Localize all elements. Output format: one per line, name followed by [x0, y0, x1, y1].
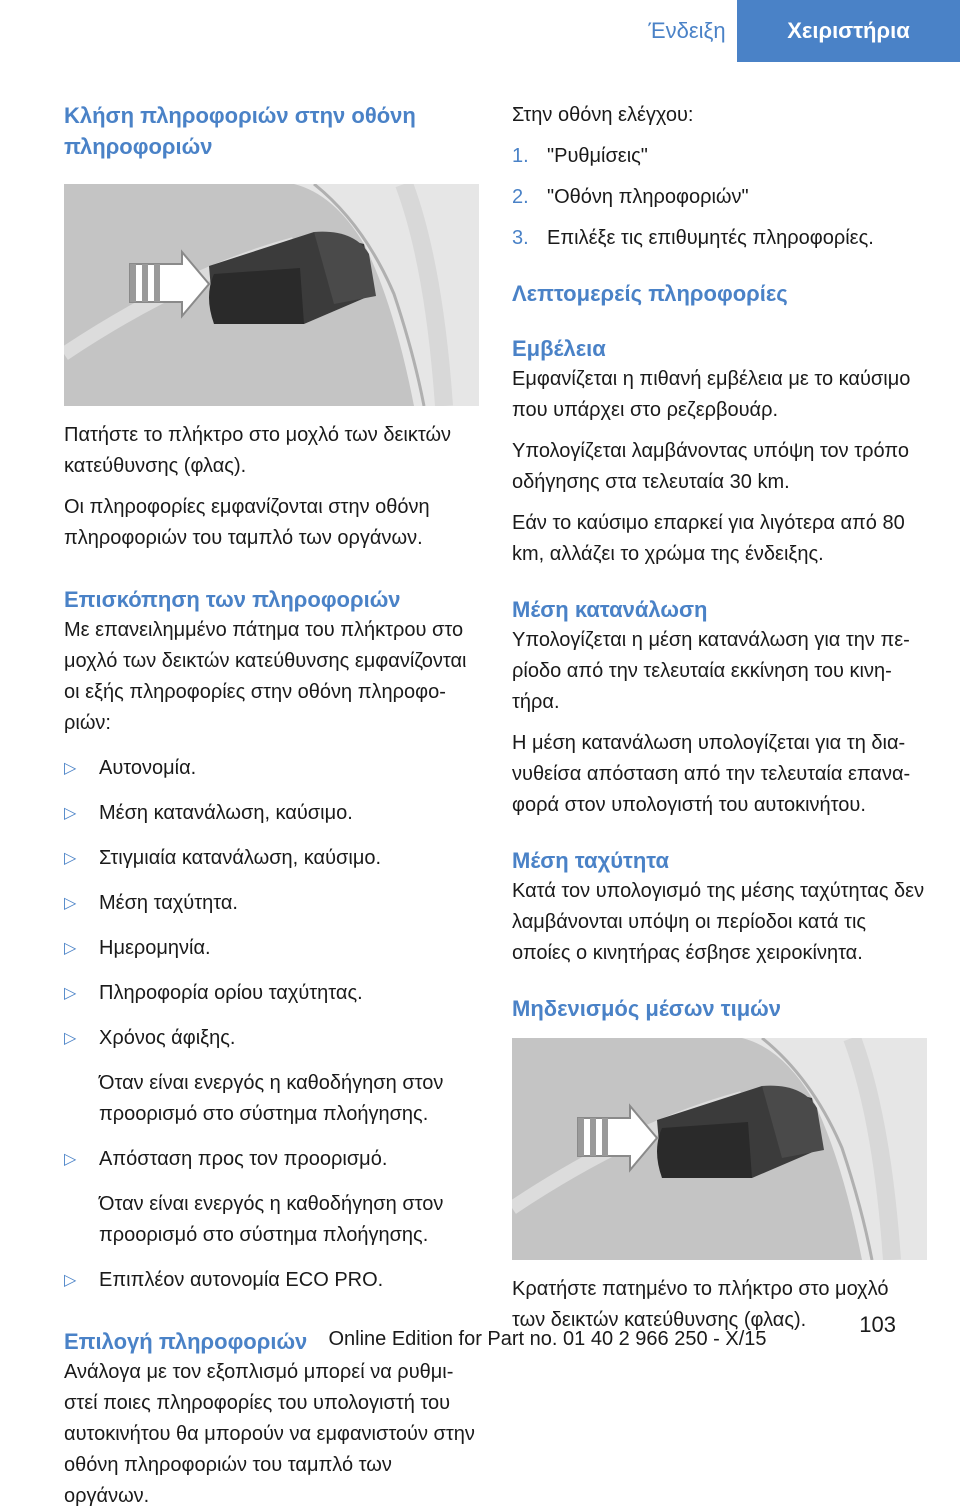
- list-item: ▷ Αυτονομία.: [64, 753, 479, 784]
- triangle-bullet-icon: ▷: [64, 940, 77, 957]
- triangle-bullet-icon: ▷: [64, 985, 77, 1002]
- list-item: ▷ Απόσταση προς τον προορισμό. Όταν είναι ενεργός η καθοδήγηση στον προορισμό στο σύστημα πλοήγησης.: [64, 1144, 479, 1251]
- figure-caption-2: Οι πληροφορίες εμφανίζονται στην οθόνη πληροφοριών του ταμπλό των οργάνων.: [64, 496, 430, 549]
- stalk-illustration: [512, 1038, 927, 1260]
- list-item: ▷ Πληροφορία ορίου ταχύτητας.: [64, 978, 479, 1009]
- section-title: Κλήση πληροφοριών στην οθόνη πληροφοριών: [64, 103, 416, 159]
- page-number: 103: [859, 1312, 896, 1337]
- steps-list: [512, 141, 927, 254]
- stalk-illustration: [64, 184, 479, 406]
- tab-controls[interactable]: Χειριστήρια: [737, 0, 960, 62]
- list-item: ▷ Στιγμιαία κατανάλωση, καύσιμο.: [64, 843, 479, 874]
- header-tabs: [637, 0, 960, 62]
- reset-heading: Μηδενισμός μέσων τιμών: [512, 996, 781, 1021]
- list-item: ▷ Μέση ταχύτητα.: [64, 888, 479, 919]
- list-item: ▷ Επιπλέον αυτονομία ECO PRO.: [64, 1265, 479, 1296]
- list-item-note: Όταν είναι ενεργός η καθοδήγηση στον προορισμό στο σύστημα πλοήγησης.: [99, 1193, 444, 1246]
- triangle-bullet-icon: ▷: [64, 850, 77, 867]
- triangle-bullet-icon: ▷: [64, 760, 77, 777]
- triangle-bullet-icon: ▷: [64, 1030, 77, 1047]
- list-item: 1. "Ρυθμίσεις": [512, 145, 648, 167]
- range-heading: Εμβέλεια: [512, 336, 606, 361]
- range-text: Υπολογίζεται λαμβάνοντας υπόψη τον τρόπο οδήγησης στα τελευταία 30 km.: [512, 440, 909, 493]
- triangle-bullet-icon: ▷: [64, 805, 77, 822]
- list-item: ▷ Μέση κατανάλωση, καύσιμο.: [64, 798, 479, 829]
- overview-heading: Επισκόπηση των πληροφοριών: [64, 587, 401, 612]
- consumption-text: Υπολογίζεται η μέση κατανάλωση για την περίοδο από την τελευταία εκκίνηση του κινητήρα.: [512, 629, 910, 713]
- list-item: ▷ Χρόνος άφιξης. Όταν είναι ενεργός η καθοδήγηση στον προορισμό στο σύστημα πλοήγησης.: [64, 1023, 479, 1130]
- lever-press-figure: [64, 184, 479, 406]
- info-list: [64, 753, 479, 1296]
- consumption-heading: Μέση κατανάλωση: [512, 597, 708, 622]
- triangle-bullet-icon: ▷: [64, 895, 77, 912]
- lever-hold-figure: [512, 1038, 927, 1260]
- list-item: ▷ Ημερομηνία.: [64, 933, 479, 964]
- figure-caption: Κρατήστε πατημένο το πλήκτρο στο μοχλό των δεικτών κατεύθυνσης (φλας).: [512, 1278, 889, 1331]
- range-text: Εμφανίζεται η πιθανή εμβέλεια με το καύσιμο που υπάρχει στο ρεζερβουάρ.: [512, 368, 911, 421]
- select-heading: Επιλογή πληροφοριών: [64, 1329, 308, 1354]
- speed-text: Κατά τον υπολογισμό της μέσης ταχύτητας δεν λαμβάνονται υπόψη οι περίοδοι κατά τις οποίες ο κινητήρας έσβησε χειροκίνητα.: [512, 880, 925, 964]
- consumption-text: Η μέση κατανάλωση υπολογίζεται για τη διανυθείσα απόσταση από την τελευταία επαναφορά στον υπολογιστή του αυτοκινήτου.: [512, 732, 911, 816]
- list-item: 3. Επιλέξε τις επιθυμητές πληροφορίες.: [512, 227, 874, 249]
- edition-footer: Online Edition for Part no. 01 40 2 966 250 - X/15: [328, 1328, 767, 1350]
- tab-index[interactable]: Ένδειξη: [648, 18, 726, 43]
- right-column: [512, 100, 927, 1336]
- range-text: Εάν το καύσιμο επαρκεί για λιγότερα από 80 km, αλλάζει το χρώμα της ένδειξης.: [512, 512, 905, 565]
- triangle-bullet-icon: ▷: [64, 1272, 77, 1289]
- triangle-bullet-icon: ▷: [64, 1151, 77, 1168]
- figure-caption: Πατήστε το πλήκτρο στο μοχλό των δεικτών κατεύθυνσης (φλας).: [64, 424, 452, 477]
- steps-intro: Στην οθόνη ελέγχου:: [512, 104, 694, 126]
- list-item-note: Όταν είναι ενεργός η καθοδήγηση στον προορισμό στο σύστημα πλοήγησης.: [99, 1072, 444, 1125]
- list-item: 2. "Οθόνη πληροφοριών": [512, 186, 749, 208]
- left-column: [64, 100, 479, 1512]
- select-text: Ανάλογα με τον εξοπλισμό μπορεί να ρυθμιστεί ποιες πληροφορίες του υπολογιστή του αυτοκινήτου θα μπορούν να εμφανιστούν στην οθόνη πληροφοριών του ταμπλό των οργάνων.: [64, 1361, 475, 1507]
- overview-text: Με επανειλημμένο πάτημα του πλήκτρου στο μοχλό των δεικτών κατεύθυνσης εμφανίζονται οι εξής πληροφορίες στην οθόνη πληροφοριών:: [64, 619, 467, 734]
- details-heading: Λεπτομερείς πληροφορίες: [512, 281, 788, 306]
- speed-heading: Μέση ταχύτητα: [512, 848, 670, 873]
